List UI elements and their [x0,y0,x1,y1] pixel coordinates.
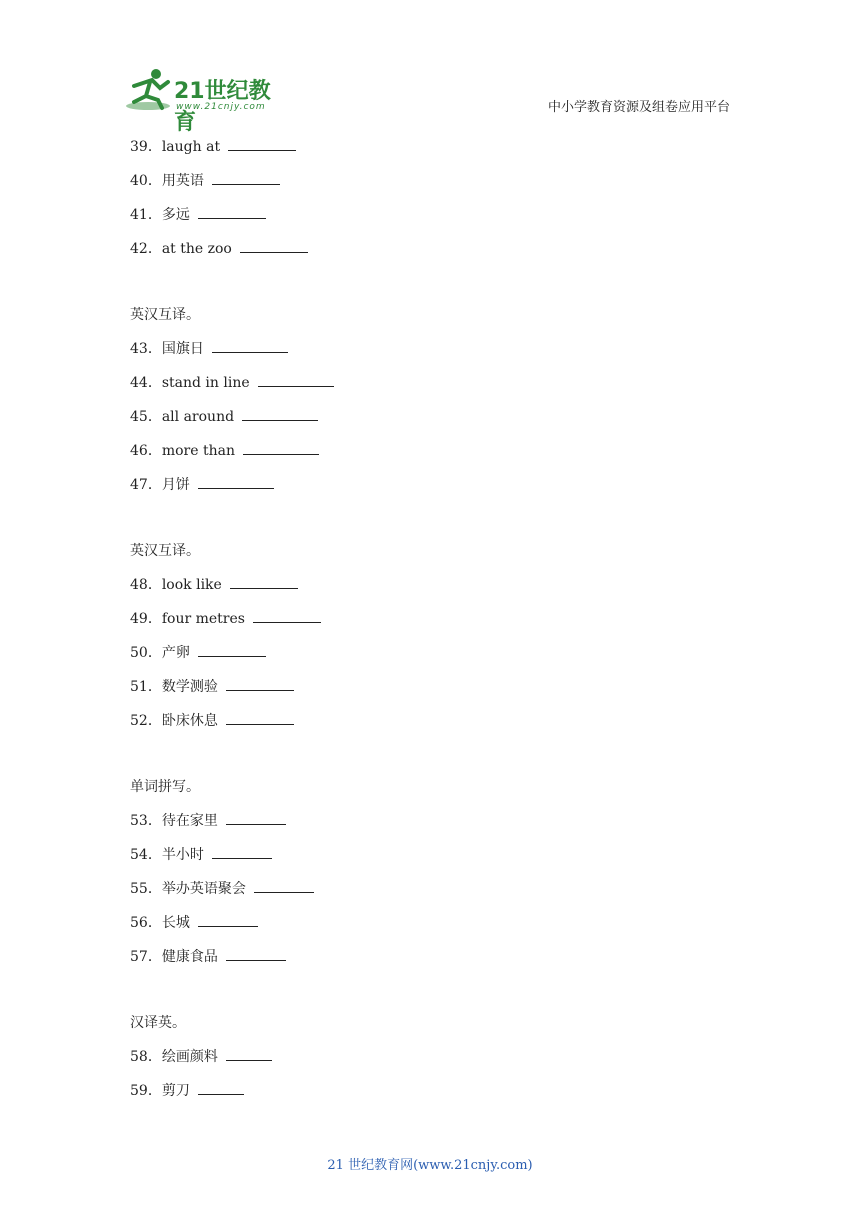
question-item: 51．数学测验 [130,676,750,710]
logo-text: 21世纪教育 [174,79,271,135]
answer-blank[interactable] [254,878,314,893]
logo [122,66,292,135]
logo-url: www.21cnjy.com [176,102,266,112]
platform-name: 中小学教育资源及组卷应用平台 [547,100,730,115]
question-item: 55．举办英语聚会 [130,878,750,912]
question-item: 52．卧床休息 [130,710,750,744]
answer-blank[interactable] [253,608,321,623]
question-item: 53．待在家里 [130,810,750,844]
question-item: 54．半小时 [130,844,750,878]
section-title: 单词拼写。 [130,779,200,795]
answer-blank[interactable] [198,1080,244,1095]
section-title: 汉译英。 [130,1015,186,1031]
answer-blank[interactable] [198,912,258,927]
question-item: 57．健康食品 [130,946,750,980]
question-item: 40．用英语 [130,170,750,204]
section-title: 英汉互译。 [130,307,200,323]
question-item: 50．产卵 [130,642,750,676]
page-header [0,0,860,135]
answer-blank[interactable] [240,238,308,253]
exercise-content [130,136,750,1114]
question-item: 43．国旗日 [130,338,750,372]
question-item: 58．绘画颜料 [130,1046,750,1080]
section-title: 英汉互译。 [130,543,200,559]
question-item: 42．at the zoo [130,238,750,272]
question-item: 48．look like [130,574,750,608]
question-item: 59．剪刀 [130,1080,750,1114]
answer-blank[interactable] [242,406,318,421]
question-item: 44．stand in line [130,372,750,406]
question-item: 39．laugh at [130,136,750,170]
answer-blank[interactable] [212,844,272,859]
question-item: 56．长城 [130,912,750,946]
question-item: 41．多远 [130,204,750,238]
answer-blank[interactable] [228,136,296,151]
answer-blank[interactable] [198,204,266,219]
answer-blank[interactable] [198,474,274,489]
answer-blank[interactable] [230,574,298,589]
question-item: 49．four metres [130,608,750,642]
question-item: 47．月饼 [130,474,750,508]
answer-blank[interactable] [226,710,294,725]
answer-blank[interactable] [243,440,319,455]
answer-blank[interactable] [226,810,286,825]
answer-blank[interactable] [212,170,280,185]
question-item: 45．all around [130,406,750,440]
answer-blank[interactable] [226,676,294,691]
answer-blank[interactable] [198,642,266,657]
question-item: 46．more than [130,440,750,474]
answer-blank[interactable] [226,1046,272,1061]
answer-blank[interactable] [258,372,334,387]
answer-blank[interactable] [226,946,286,961]
answer-blank[interactable] [212,338,288,353]
page-footer: 21 世纪教育网(www.21cnjy.com) [327,1158,533,1173]
runner-icon [122,66,172,114]
